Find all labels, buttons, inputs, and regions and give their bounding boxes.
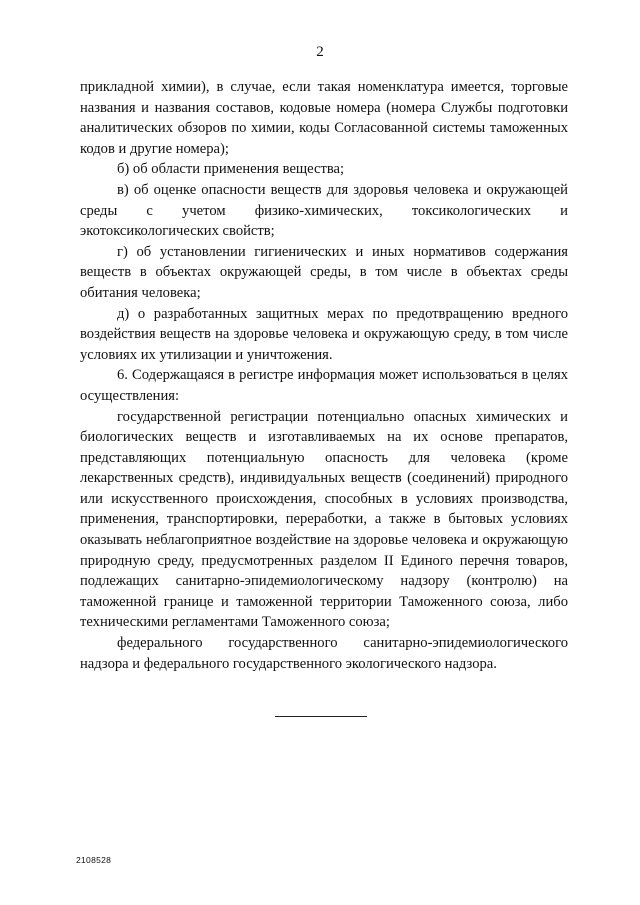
paragraph-item-g: г) об установлении гигиенических и иных нормативов содержания веществ в объектах окружающей среды, в том числе в объектах среды обитания человека;	[80, 243, 568, 301]
end-separator-line	[275, 716, 367, 717]
document-body	[80, 77, 568, 674]
page-number: 2	[316, 44, 324, 60]
paragraph-state-registration: государственной регистрации потенциально опасных химических и биологических веществ и изготавливаемых на их основе препаратов, представляющих потенциальную опасность для человека (кроме лекарственных средств), индивидуальных веществ (соединений) природного или искусственного происхождения, способных в условиях производства, применения, транспортировки, переработки, а также в бытовых условиях оказывать неблагоприятное воздействие на здоровье человека и окружающую природную среду, предусмотренных разделом II Единого перечня товаров, подлежащих санитарно-эпидемиологическому надзору (контролю) на таможенной границе и таможенной территории Таможенного союза, либо техническими регламентами Таможенного союза;	[80, 408, 568, 631]
paragraph-item-d: д) о разработанных защитных мерах по предотвращению вредного воздействия веществ на здоровье человека и окружающую среду, в том числе условиях их утилизации и уничтожения.	[80, 305, 568, 363]
paragraph-item-b: б) об области применения вещества;	[117, 161, 345, 178]
paragraph-federal-supervision: федерального государственного санитарно-эпидемиологического надзора и федерального государственного экологического надзора.	[80, 635, 568, 672]
paragraph-section-6: 6. Содержащаяся в регистре информация может использоваться в целях осуществления:	[80, 367, 568, 404]
paragraph-item-v: в) об оценке опасности веществ для здоровья человека и окружающей среды с учетом физико-химических, токсикологических и экотоксикологических свойств;	[80, 181, 568, 240]
footer-document-code: 2108528	[76, 855, 112, 865]
paragraph-continuation: прикладной химии), в случае, если такая номенклатура имеется, торговые названия и названия составов, кодовые номера (номера Службы подготовки аналитических обзоров по химии, коды Согласованной системы таможенных кодов и другие номера);	[80, 79, 568, 157]
